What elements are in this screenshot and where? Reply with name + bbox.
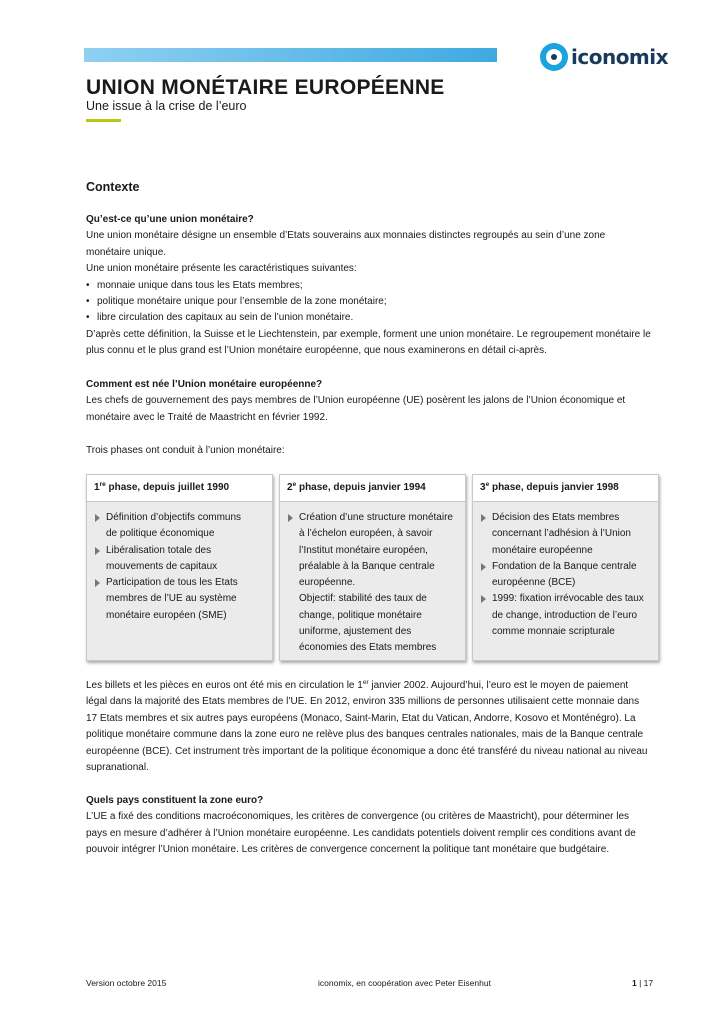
header-color-bar [84,48,497,62]
logo-text: iconomix [571,45,669,69]
phase-list [87,510,272,624]
list-item: Fondation de la Banque centrale européenne (BCE) [480,559,658,592]
paragraph: Une union monétaire désigne un ensemble d’Etats souverains aux monnaies distinctes regroupés au sein d’une zone monétaire unique. [86,230,606,258]
list-item: • libre circulation des capitaux au sein de l’union monétaire. [86,310,651,326]
context-text-block [86,212,651,360]
page-subtitle: Une issue à la crise de l’euro [86,99,247,113]
paragraph: Les billets et les pièces en euros ont été mis en circulation le 1er janvier 2002. Aujourd’hui, l’euro est le moyen de paiement légal dans la majorité des Etats membres de l’UE. En 2012, environ 335 millions de personnes utilisaient cette monnaie dans 17 Etats membres et six autres pays européens (Monaco, Saint-Marin, Etat du Vatican, Andorre, Kosovo et Monténégro). La politique monétaire commune dans la zone euro ne relève plus des banques centrales nationales, mais de la Banque centrale européenne (BCE). Cet instrument très important de la politique économique a donc été transféré du niveau national au niveau supranational. [86,679,648,774]
page-title: UNION MONÉTAIRE EUROPÉENNE [86,76,445,99]
paragraph: D’après cette définition, la Suisse et le Liechtenstein, par exemple, forment une union monétaire. Le regroupement monétaire le plus connu et le plus grand est l’Union monétaire européenne, que nous examinerons en détail ci-après. [86,328,651,357]
phase-box-heading: 2e phase, depuis janvier 1994 [280,475,465,502]
question-heading: Qu’est-ce qu’une union monétaire? [86,214,254,225]
phase-box-2 [279,474,466,661]
list-item: Définition d’objectifs communs de politique économique [94,510,272,543]
list-item: • monnaie unique dans tous les Etats membres; [86,278,651,294]
list-item: Libéralisation totale des mouvements de capitaux [94,543,272,576]
phase-box-heading: 1re phase, depuis juillet 1990 [87,475,272,502]
paragraph: Trois phases ont conduit à l’union monétaire: [86,445,285,456]
footer-page-number: 1 | 17 [632,978,654,988]
title-underline [86,119,121,122]
eurozone-text-block [86,793,651,859]
phase-list [280,510,465,657]
list-item: • politique monétaire unique pour l’ensemble de la zone monétaire; [86,294,651,310]
section-heading-contexte: Contexte [86,180,140,194]
paragraph: Une union monétaire présente les caractéristiques suivantes: [86,263,357,275]
question-heading: Comment est née l’Union monétaire européenne? [86,379,323,390]
phases-boxes [86,474,658,660]
paragraph: L’UE a fixé des conditions macroéconomiques, les critères de convergence (ou critères de Maastricht), pour déterminer les pays en mesure d’adhérer à l’Union monétaire européenne. Les candidats potentiels doivent remplir ces conditions avant de pouvoir intégrer l’Union monétaire. Les critères de convergence concernent la politique tant monétaire que budgétaire. [86,811,636,856]
list-item: Décision des Etats membres concernant l’adhésion à l’Union monétaire européenne [480,510,658,559]
paragraph: Les chefs de gouvernement des pays membres de l’Union européenne (UE) posèrent les jalons de l’Union économique et monétaire avec le Traité de Maastricht en février 1992. [86,395,626,423]
euro-text-block [86,678,651,776]
phases-intro [86,443,651,459]
list-item: Participation de tous les Etats membres de l’UE au système monétaire européen (SME) [94,575,272,624]
phase-box-1 [86,474,273,661]
question-heading: Quels pays constituent la zone euro? [86,795,264,806]
phase-box-heading: 3e phase, depuis janvier 1998 [473,475,658,502]
phase-box-3 [472,474,659,661]
logo-icon [540,43,568,71]
phase-list [473,510,658,640]
footer-credit: iconomix, en coopération avec Peter Eisenhut [318,978,491,988]
list-item: Création d’une structure monétaire à l’échelon européen, à savoir l’Institut monétaire européen, préalable à la Banque centrale européenne. Objectif: stabilité des taux de change, politique monétaire uniforme, ajustement des économies des Etats membres [287,510,465,657]
list-item: 1999: fixation irrévocable des taux de change, introduction de l’euro comme monnaie scripturale [480,591,658,640]
history-text-block [86,377,651,426]
iconomix-logo [540,42,668,72]
footer-version: Version octobre 2015 [86,978,167,988]
characteristics-list [86,278,651,327]
